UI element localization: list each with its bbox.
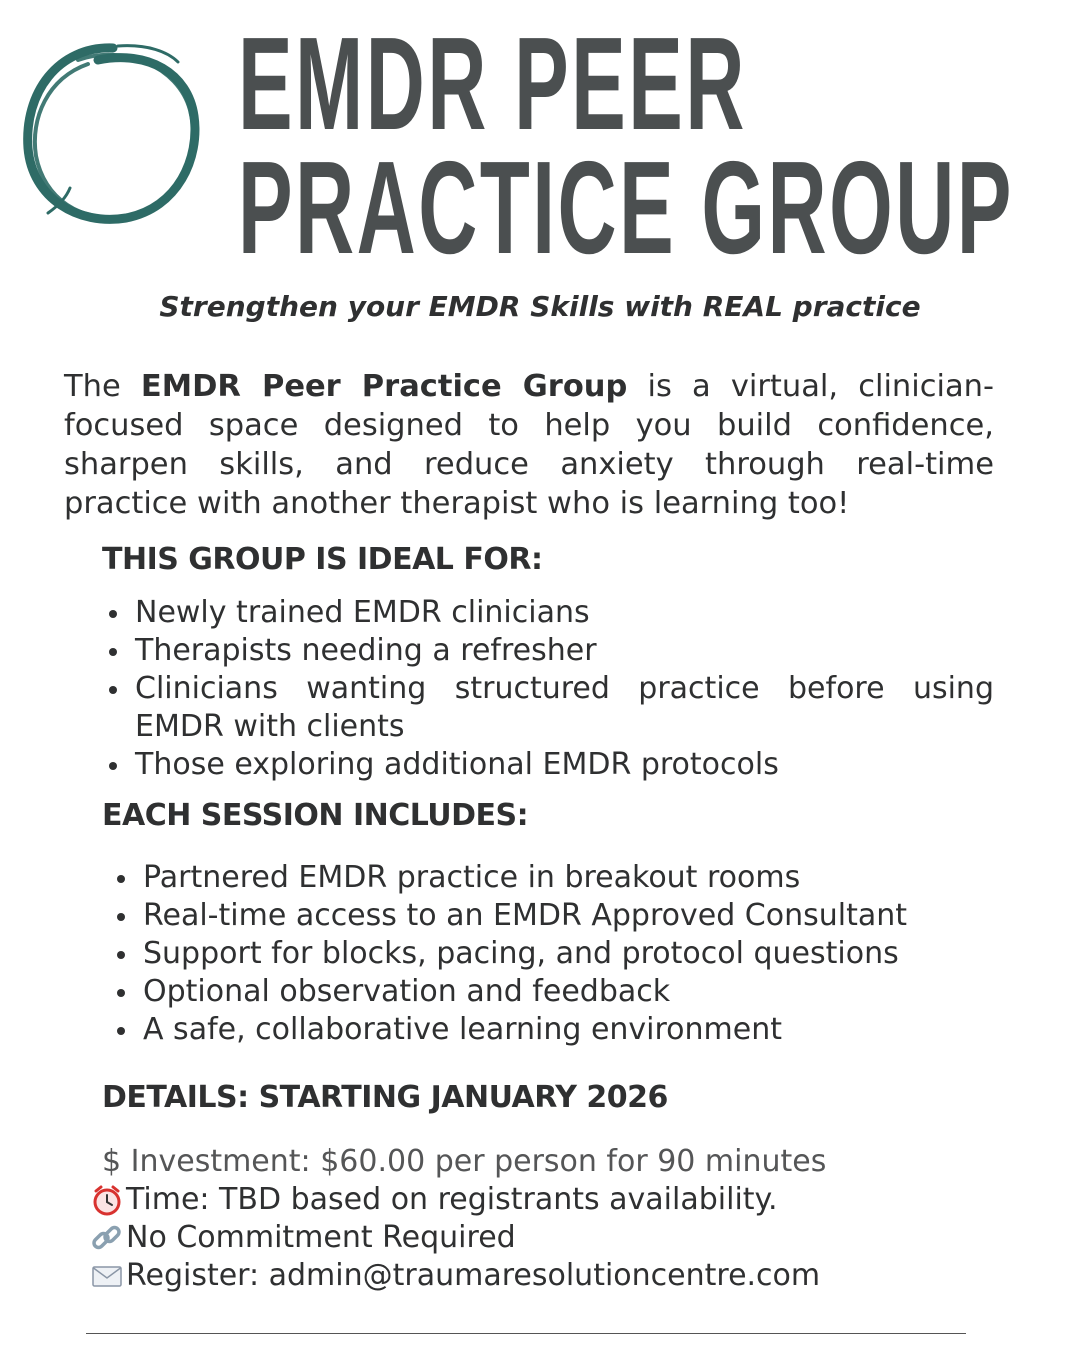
bullet-icon bbox=[117, 951, 125, 959]
bullet-icon bbox=[117, 875, 125, 883]
investment-row bbox=[90, 1143, 826, 1181]
bottom-divider bbox=[86, 1333, 966, 1334]
commitment-row bbox=[90, 1219, 826, 1257]
time-row bbox=[90, 1181, 826, 1219]
register-row bbox=[90, 1257, 826, 1295]
alarm-clock-icon bbox=[90, 1183, 124, 1217]
list-item: Therapists needing a refresher bbox=[135, 632, 994, 670]
list-item: Partnered EMDR practice in breakout rooms bbox=[143, 859, 1003, 897]
title-line-1: EMDR PEER bbox=[238, 10, 747, 157]
list-item: Real-time access to an EMDR Approved Consultant bbox=[143, 897, 1003, 935]
intro-lead: The bbox=[64, 369, 141, 404]
details-heading: DETAILS: STARTING JANUARY 2026 bbox=[102, 1080, 668, 1115]
time-text: Time: TBD based on registrants availability. bbox=[126, 1182, 778, 1217]
list-item: Those exploring additional EMDR protocols bbox=[135, 746, 994, 784]
ideal-for-list bbox=[135, 594, 994, 784]
bullet-icon bbox=[117, 1027, 125, 1035]
session-includes-heading: EACH SESSION INCLUDES: bbox=[102, 798, 529, 833]
session-includes-list bbox=[143, 859, 1003, 1049]
commitment-text: No Commitment Required bbox=[126, 1220, 516, 1255]
group-name: EMDR Peer Practice Group bbox=[140, 369, 628, 404]
bullet-icon bbox=[109, 762, 117, 770]
envelope-icon bbox=[90, 1259, 124, 1293]
link-icon bbox=[90, 1221, 124, 1255]
intro-paragraph bbox=[64, 367, 994, 523]
title-line-2: PRACTICE GROUP bbox=[238, 134, 1014, 281]
bullet-icon bbox=[117, 913, 125, 921]
list-item: A safe, collaborative learning environment bbox=[143, 1011, 1003, 1049]
bullet-icon bbox=[109, 648, 117, 656]
details-list bbox=[90, 1143, 826, 1295]
list-item: Optional observation and feedback bbox=[143, 973, 1003, 1011]
bullet-icon bbox=[109, 686, 117, 694]
investment-text: $ Investment: $60.00 per person for 90 minutes bbox=[102, 1144, 827, 1179]
page-title bbox=[238, 10, 1014, 281]
intro-body: is a virtual, clinician-focused space designed to help you build confidence, sharpen skills, and reduce anxiety through real-time practice with another therapist who is learning too! bbox=[64, 369, 995, 521]
bullet-icon bbox=[109, 610, 117, 618]
brush-circle-logo bbox=[18, 38, 204, 230]
subtitle: Strengthen your EMDR Skills with REAL practice bbox=[159, 290, 921, 323]
list-item: Newly trained EMDR clinicians bbox=[135, 594, 994, 632]
bullet-icon bbox=[117, 989, 125, 997]
list-item: Support for blocks, pacing, and protocol questions bbox=[143, 935, 1003, 973]
ideal-for-heading: THIS GROUP IS IDEAL FOR: bbox=[102, 542, 543, 577]
register-text[interactable]: Register: admin@traumaresolutioncentre.com bbox=[126, 1258, 821, 1293]
list-item: Clinicians wanting structured practice before using EMDR with clients bbox=[135, 670, 994, 746]
